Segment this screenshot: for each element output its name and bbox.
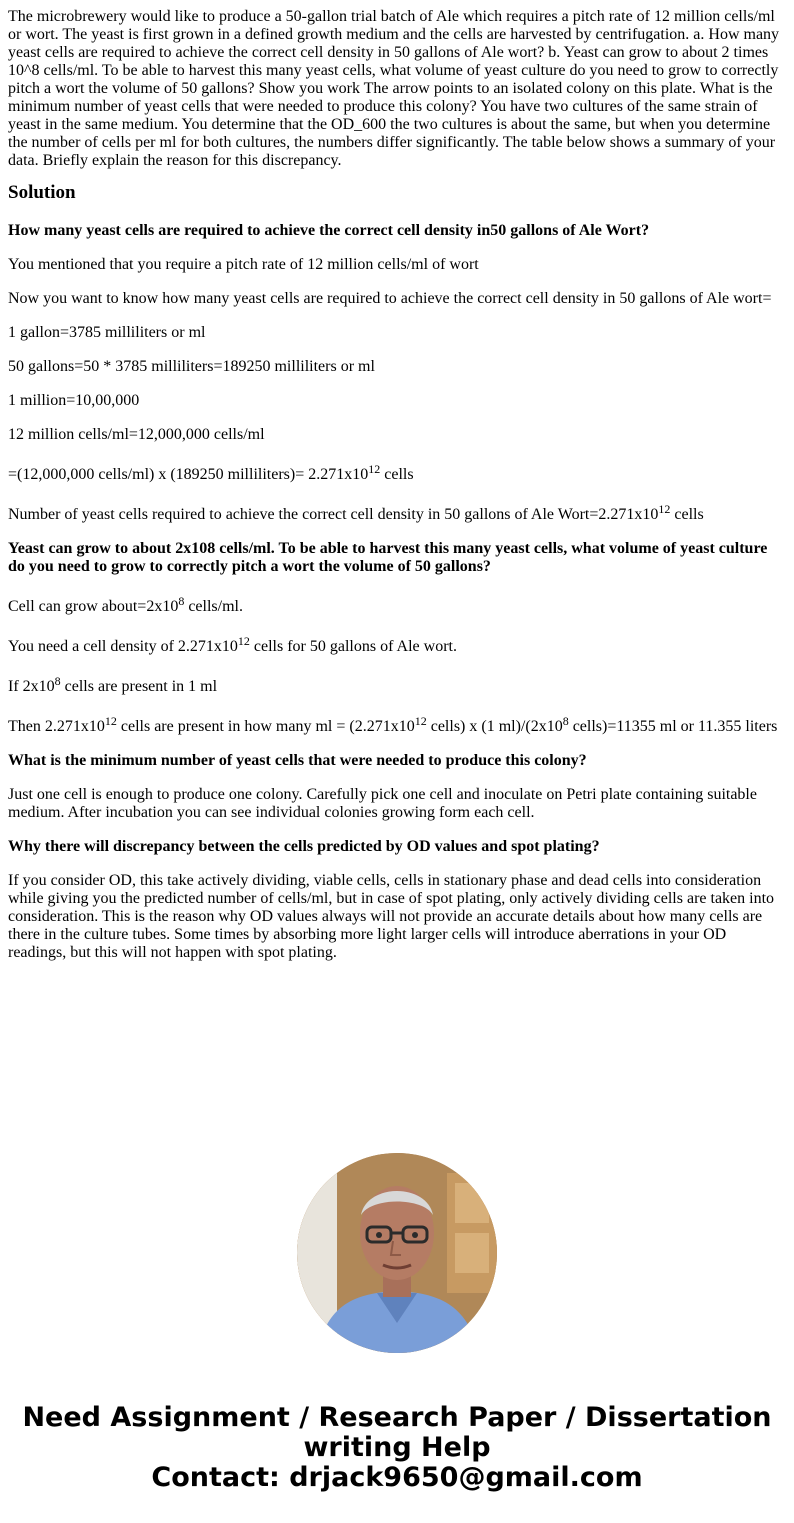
promo-contact: Contact: drjack9650@gmail.com <box>151 1462 643 1493</box>
part-b-line-2: You need a cell density of $2.271x10^{12}$ cells for 50 gallons of Ale wort. <box>8 634 457 655</box>
author-portrait-image <box>297 1153 497 1353</box>
part-d-heading: Why there will discrepancy between the cells predicted by OD values and spot plating? <box>8 838 600 855</box>
part-c-heading: What is the minimum number of yeast cells that were needed to produce this colony? <box>8 752 587 769</box>
promo-banner <box>0 1403 794 1493</box>
part-a-line-3: 1 gallon=3785 milliliters or ml <box>8 324 206 341</box>
part-a-calculation: =(12,000,000 cells/ml) x (189250 milliliters)= $2.271x10^{12}$ cells <box>8 462 414 483</box>
part-a-line-6: 12 million cells/ml=12,000,000 cells/ml <box>8 426 265 443</box>
part-b-line-3: If $2x10^8$ cells are present in 1 ml <box>8 674 218 695</box>
part-a-line-2: Now you want to know how many yeast cells are required to achieve the correct cell density in 50 gallons of Ale wort= <box>8 290 772 307</box>
part-a-result: Number of yeast cells required to achieve the correct cell density in 50 gallons of Ale $Wort=2.271x10^{12}$ cells <box>8 502 704 523</box>
author-avatar <box>297 1153 497 1353</box>
part-a-line-1: You mentioned that you require a pitch rate of 12 million cells/ml of wort <box>8 256 479 273</box>
part-a-line-4: 50 gallons=50 * 3785 milliliters=189250 milliliters or ml <box>8 358 375 375</box>
part-b-line-4: Then $2.271x10^{12}$ cells are present in how many ml = ($2.271x10^{12}$ cells) x (1 $ml)/(2x10^8$ cells)=11355 ml or 11.355 liters <box>8 714 778 735</box>
part-c-text: Just one cell is enough to produce one colony. Carefully pick one cell and inoculate on Petri plate containing suitable medium. After incubation you can see individual colonies growing form each cell. <box>8 786 757 821</box>
article-content <box>8 8 786 978</box>
part-d-text: If you consider OD, this take actively dividing, viable cells, cells in stationary phase and dead cells into consideration while giving you the predicted number of cells/ml, but in case of spot plating, only actively dividing cells are taken into consideration. This is the reason why OD values always will not provide an accurate details about how many cells are there in the culture tubes. Some times by absorbing more light larger cells will introduce aberrations in your OD readings, but this will not happen with spot plating. <box>8 872 775 961</box>
question-text: The microbrewery would like to produce a 50-gallon trial batch of Ale which requires a pitch rate of 12 million cells/ml or wort. The yeast is first grown in a defined growth medium and the cells are harvested by centrifugation. a. How many yeast cells are required to achieve the correct cell density in 50 gallons of Ale wort? b. Yeast can grow to about 2 times 10^8 cells/ml. To be able to harvest this many yeast cells, what volume of yeast culture do you need to grow to correctly pitch a wort the volume of 50 gallons? Show you work The arrow points to an isolated colony on this plate. What is the minimum number of yeast cells that were needed to produce this colony? You have two cultures of the same strain of yeast in the same medium. You determine that the OD_600 the two cultures is about the same, but when you determine the number of cells per ml for both cultures, the numbers differ significantly. The table below shows a summary of your data. Briefly explain the reason for this discrepancy. <box>8 8 780 169</box>
promo-line-1: Need Assignment / Research Paper / Dissertation <box>22 1402 772 1433</box>
promo-line-2: writing Help <box>303 1432 491 1463</box>
solution-heading: Solution <box>8 182 76 203</box>
part-b-heading: Yeast can grow to about 2x108 cells/ml. To be able to harvest this many yeast cells, what volume of yeast culture do you need to grow to correctly pitch a wort the volume of 50 gallons? <box>8 540 768 575</box>
part-a-line-5: 1 million=10,00,000 <box>8 392 140 409</box>
part-a-heading: How many yeast cells are required to achieve the correct cell density in50 gallons of Ale Wort? <box>8 222 650 239</box>
part-b-line-1: Cell can grow $about=2x10^8$ cells/ml. <box>8 594 243 615</box>
